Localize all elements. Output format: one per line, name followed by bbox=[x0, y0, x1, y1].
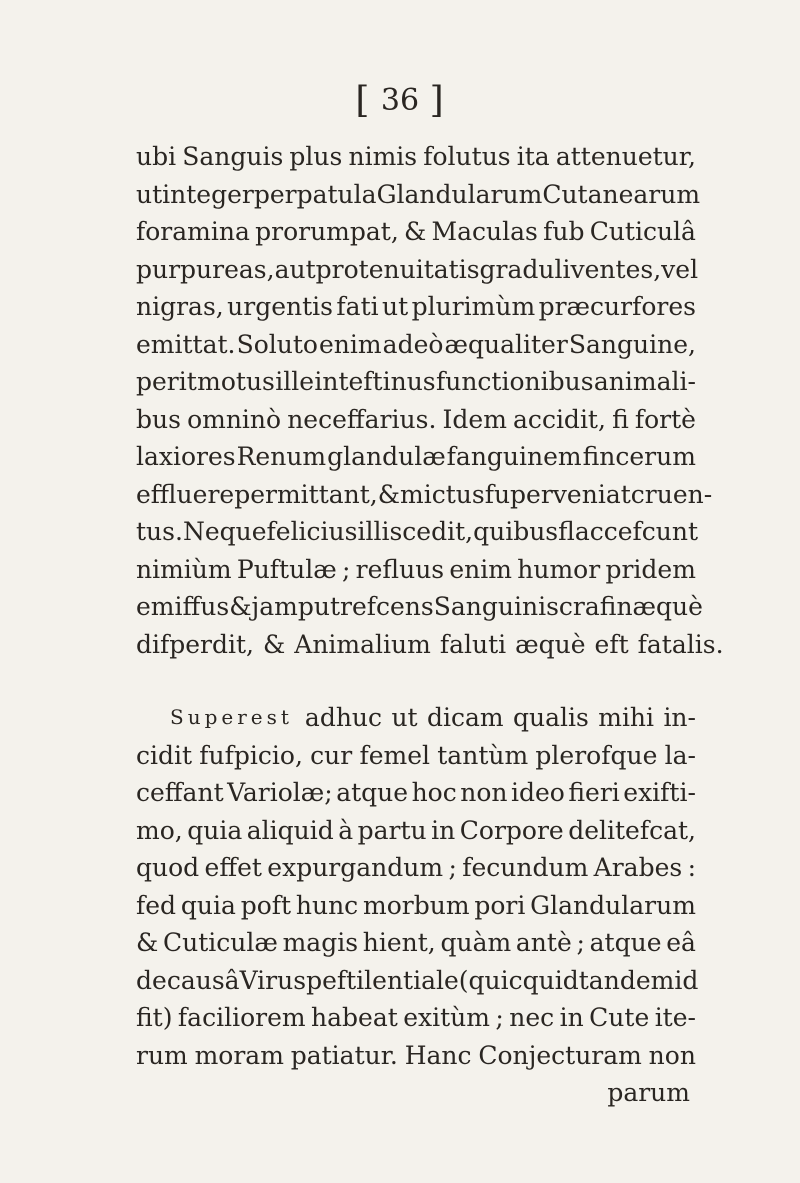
word: enim bbox=[449, 554, 512, 584]
word: & bbox=[377, 479, 401, 509]
word: à bbox=[338, 815, 354, 845]
word: Animalium bbox=[294, 629, 431, 659]
word: præcurfores bbox=[538, 292, 696, 321]
word: fecundum bbox=[462, 853, 589, 882]
word: qualis bbox=[513, 703, 589, 732]
word: quàm bbox=[440, 928, 512, 957]
word: mo, bbox=[136, 815, 183, 845]
word: adeò bbox=[382, 329, 444, 359]
word: nimis bbox=[348, 142, 418, 171]
word: tenuitatis bbox=[358, 254, 480, 284]
word: æquè bbox=[632, 592, 703, 621]
word: emittat. bbox=[136, 329, 236, 359]
word: rum bbox=[136, 1040, 188, 1070]
catchword: parum bbox=[607, 1078, 690, 1107]
word: dicam bbox=[426, 703, 504, 732]
word: pridem bbox=[605, 554, 696, 584]
word: in bbox=[559, 1003, 584, 1032]
word: purpureas, bbox=[136, 254, 275, 284]
word: plus bbox=[289, 142, 343, 171]
word: peftilentiale bbox=[306, 965, 459, 995]
word: liventes, bbox=[554, 254, 662, 284]
word: Sanguis bbox=[182, 142, 284, 171]
word: humor bbox=[517, 554, 601, 584]
word: ut bbox=[391, 703, 418, 732]
word: nimiùm bbox=[136, 554, 232, 584]
word: eâ bbox=[666, 928, 696, 957]
word: ; bbox=[448, 853, 457, 882]
word: exifti- bbox=[623, 778, 696, 807]
text-line bbox=[136, 551, 696, 589]
paragraph-gap bbox=[136, 663, 696, 699]
word: Arabes bbox=[593, 853, 683, 882]
word: nec bbox=[509, 1003, 555, 1032]
text-line bbox=[136, 401, 696, 439]
word: fed bbox=[136, 890, 177, 920]
word: laxiores bbox=[136, 442, 236, 471]
word: vel bbox=[661, 254, 699, 284]
word: poft bbox=[240, 890, 292, 920]
word: cur bbox=[310, 740, 353, 770]
body-text bbox=[136, 138, 724, 1112]
word: felicius bbox=[266, 517, 358, 546]
word: quia bbox=[180, 890, 236, 920]
paragraph-2 bbox=[136, 699, 699, 1074]
word: enim bbox=[319, 329, 382, 359]
word: difperdit, bbox=[136, 629, 254, 659]
paragraph-1 bbox=[136, 138, 724, 663]
word: ille bbox=[275, 367, 315, 396]
text-line bbox=[136, 138, 696, 176]
word: tus. bbox=[136, 517, 183, 546]
word: mihi bbox=[598, 703, 655, 732]
text-line bbox=[136, 699, 696, 737]
word: foramina bbox=[136, 217, 250, 246]
word: quod bbox=[136, 853, 200, 882]
lead-word: Superest bbox=[170, 705, 293, 729]
text-line bbox=[136, 326, 696, 364]
text-line bbox=[136, 288, 696, 326]
word: moram bbox=[194, 1040, 284, 1070]
word: in- bbox=[663, 703, 696, 732]
word: faluti bbox=[439, 629, 507, 659]
word: atque bbox=[336, 778, 409, 807]
paragraph-2-first-line bbox=[136, 699, 696, 737]
word: fortè bbox=[634, 404, 696, 434]
word: pori bbox=[474, 890, 526, 920]
word: & bbox=[229, 592, 252, 621]
word: aut bbox=[274, 254, 316, 284]
word: flaccefcunt bbox=[558, 517, 699, 546]
word: tandem bbox=[578, 965, 675, 995]
word: & bbox=[404, 217, 427, 246]
word: pro bbox=[315, 254, 359, 284]
word: ; bbox=[576, 928, 585, 957]
word: Neque bbox=[182, 517, 267, 546]
word: exitùm bbox=[403, 1003, 490, 1032]
text-line bbox=[136, 513, 699, 551]
text-line bbox=[136, 924, 696, 962]
word: partu bbox=[357, 815, 427, 845]
word: adhuc bbox=[304, 703, 383, 732]
word: in bbox=[431, 815, 456, 845]
text-line bbox=[136, 1037, 696, 1075]
word: Puftulæ bbox=[236, 554, 337, 584]
word: attenuetur, bbox=[555, 142, 696, 171]
word: fi bbox=[612, 404, 629, 434]
word: ideo bbox=[511, 778, 565, 807]
word: perit bbox=[136, 367, 197, 396]
word: & bbox=[263, 629, 286, 659]
word: patula bbox=[296, 179, 377, 209]
text-line bbox=[136, 887, 696, 925]
word: æquè bbox=[515, 629, 586, 659]
word: tantùm bbox=[437, 740, 529, 770]
word: putrefcens bbox=[297, 592, 434, 621]
word: ut bbox=[136, 179, 163, 209]
word: (quicquid bbox=[458, 965, 579, 995]
word: fati bbox=[336, 292, 379, 321]
header-close-bracket: ] bbox=[429, 80, 445, 121]
word: Conjecturam bbox=[478, 1040, 642, 1070]
word: nigras, bbox=[136, 292, 224, 321]
word: urgentis bbox=[227, 292, 333, 321]
word: prorumpat, bbox=[255, 217, 399, 246]
word: omninò bbox=[187, 404, 282, 434]
word: fincerum bbox=[582, 442, 696, 471]
word: hunc bbox=[295, 890, 359, 920]
word: non bbox=[648, 1040, 696, 1070]
page-number: 36 bbox=[380, 83, 420, 118]
word: Virus bbox=[239, 965, 307, 995]
word: ite- bbox=[654, 1003, 696, 1032]
word: Cutanearum bbox=[542, 179, 701, 209]
word: patiatur. bbox=[290, 1040, 398, 1070]
word: faciliorem bbox=[177, 1003, 306, 1032]
word: emiffus bbox=[136, 592, 230, 621]
word: fatalis. bbox=[637, 629, 724, 659]
word: accidit, bbox=[513, 404, 606, 434]
text-line bbox=[136, 363, 696, 401]
text-line bbox=[136, 999, 696, 1037]
word: eft bbox=[594, 629, 629, 659]
word: hient, bbox=[362, 928, 436, 957]
word: ut bbox=[382, 292, 409, 321]
word: de bbox=[136, 965, 167, 995]
word: Corpore bbox=[459, 815, 564, 845]
word: quibus bbox=[473, 517, 559, 546]
word: æqualiter bbox=[444, 329, 568, 359]
word: quia bbox=[187, 815, 243, 845]
text-line bbox=[136, 812, 696, 850]
text-line bbox=[136, 849, 696, 887]
word: Glandularum bbox=[376, 179, 543, 209]
word: cidit bbox=[136, 740, 193, 770]
word: jam bbox=[251, 592, 298, 621]
word: Sanguinis bbox=[433, 592, 559, 621]
text-line bbox=[136, 962, 699, 1000]
word: neceffarius. bbox=[287, 404, 437, 434]
text-line bbox=[136, 176, 701, 214]
word: Sanguine, bbox=[568, 329, 696, 359]
word: delitefcat, bbox=[568, 815, 696, 845]
word: ubi bbox=[136, 142, 177, 171]
word: : bbox=[687, 853, 696, 882]
word: fufpicio, bbox=[199, 740, 303, 770]
word: antè bbox=[515, 928, 572, 957]
word: Variolæ; bbox=[227, 778, 333, 807]
word: integer bbox=[162, 179, 254, 209]
word: illis bbox=[357, 517, 403, 546]
word: fieri bbox=[568, 778, 620, 807]
word: cedit, bbox=[402, 517, 474, 546]
word: Maculas bbox=[431, 217, 538, 246]
word: Cuticulæ bbox=[162, 928, 278, 957]
text-line bbox=[136, 626, 724, 664]
word: Glandularum bbox=[530, 890, 696, 920]
word: folutus bbox=[423, 142, 511, 171]
word: la- bbox=[664, 740, 696, 770]
word: effluere bbox=[136, 479, 235, 509]
word: Cuticulâ bbox=[589, 217, 696, 246]
word: functionibus bbox=[435, 367, 594, 396]
word: hoc bbox=[411, 778, 457, 807]
text-line bbox=[136, 588, 703, 626]
text-line bbox=[136, 774, 696, 812]
word: fit) bbox=[136, 1003, 173, 1032]
word: inteftinus bbox=[314, 367, 436, 396]
word: glandulæ bbox=[327, 442, 446, 471]
word: animali- bbox=[593, 367, 696, 396]
word: id bbox=[674, 965, 699, 995]
first-line-rest bbox=[305, 699, 696, 737]
word: effet bbox=[204, 853, 262, 882]
word: Idem bbox=[442, 404, 507, 434]
word: permittant, bbox=[234, 479, 378, 509]
word: gradu bbox=[479, 254, 555, 284]
word: refluus bbox=[355, 554, 445, 584]
word: causâ bbox=[166, 965, 240, 995]
word: morbum bbox=[363, 890, 470, 920]
word: fub bbox=[543, 217, 585, 246]
word: atque bbox=[589, 928, 662, 957]
word: ; bbox=[495, 1003, 504, 1032]
word: non bbox=[460, 778, 508, 807]
word: cruen- bbox=[630, 479, 713, 509]
word: expurgandum bbox=[267, 853, 444, 882]
word: ; bbox=[341, 554, 351, 584]
word: bus bbox=[136, 404, 181, 434]
text-line bbox=[136, 476, 713, 514]
word: crafin bbox=[558, 592, 633, 621]
word: motus bbox=[197, 367, 275, 396]
word: mictus bbox=[400, 479, 485, 509]
word: ceffant bbox=[136, 778, 224, 807]
text-line bbox=[136, 438, 696, 476]
word: per bbox=[253, 179, 297, 209]
page-header bbox=[0, 80, 800, 121]
word: femel bbox=[359, 740, 431, 770]
text-line bbox=[136, 213, 696, 251]
header-open-bracket: [ bbox=[355, 80, 371, 121]
word: Hanc bbox=[404, 1040, 472, 1070]
word: habeat bbox=[311, 1003, 398, 1032]
word: ita bbox=[516, 142, 550, 171]
word: Renum bbox=[236, 442, 327, 471]
word: fuperveniat bbox=[484, 479, 631, 509]
text-line bbox=[136, 737, 696, 775]
word: aliquid bbox=[246, 815, 334, 845]
word: plerofque bbox=[535, 740, 658, 770]
word: plurimùm bbox=[411, 292, 536, 321]
text-line bbox=[136, 251, 699, 289]
word: fanguinem bbox=[446, 442, 582, 471]
word: & bbox=[136, 928, 159, 957]
word: Cute bbox=[589, 1003, 650, 1032]
word: magis bbox=[282, 928, 359, 957]
word: Soluto bbox=[236, 329, 318, 359]
